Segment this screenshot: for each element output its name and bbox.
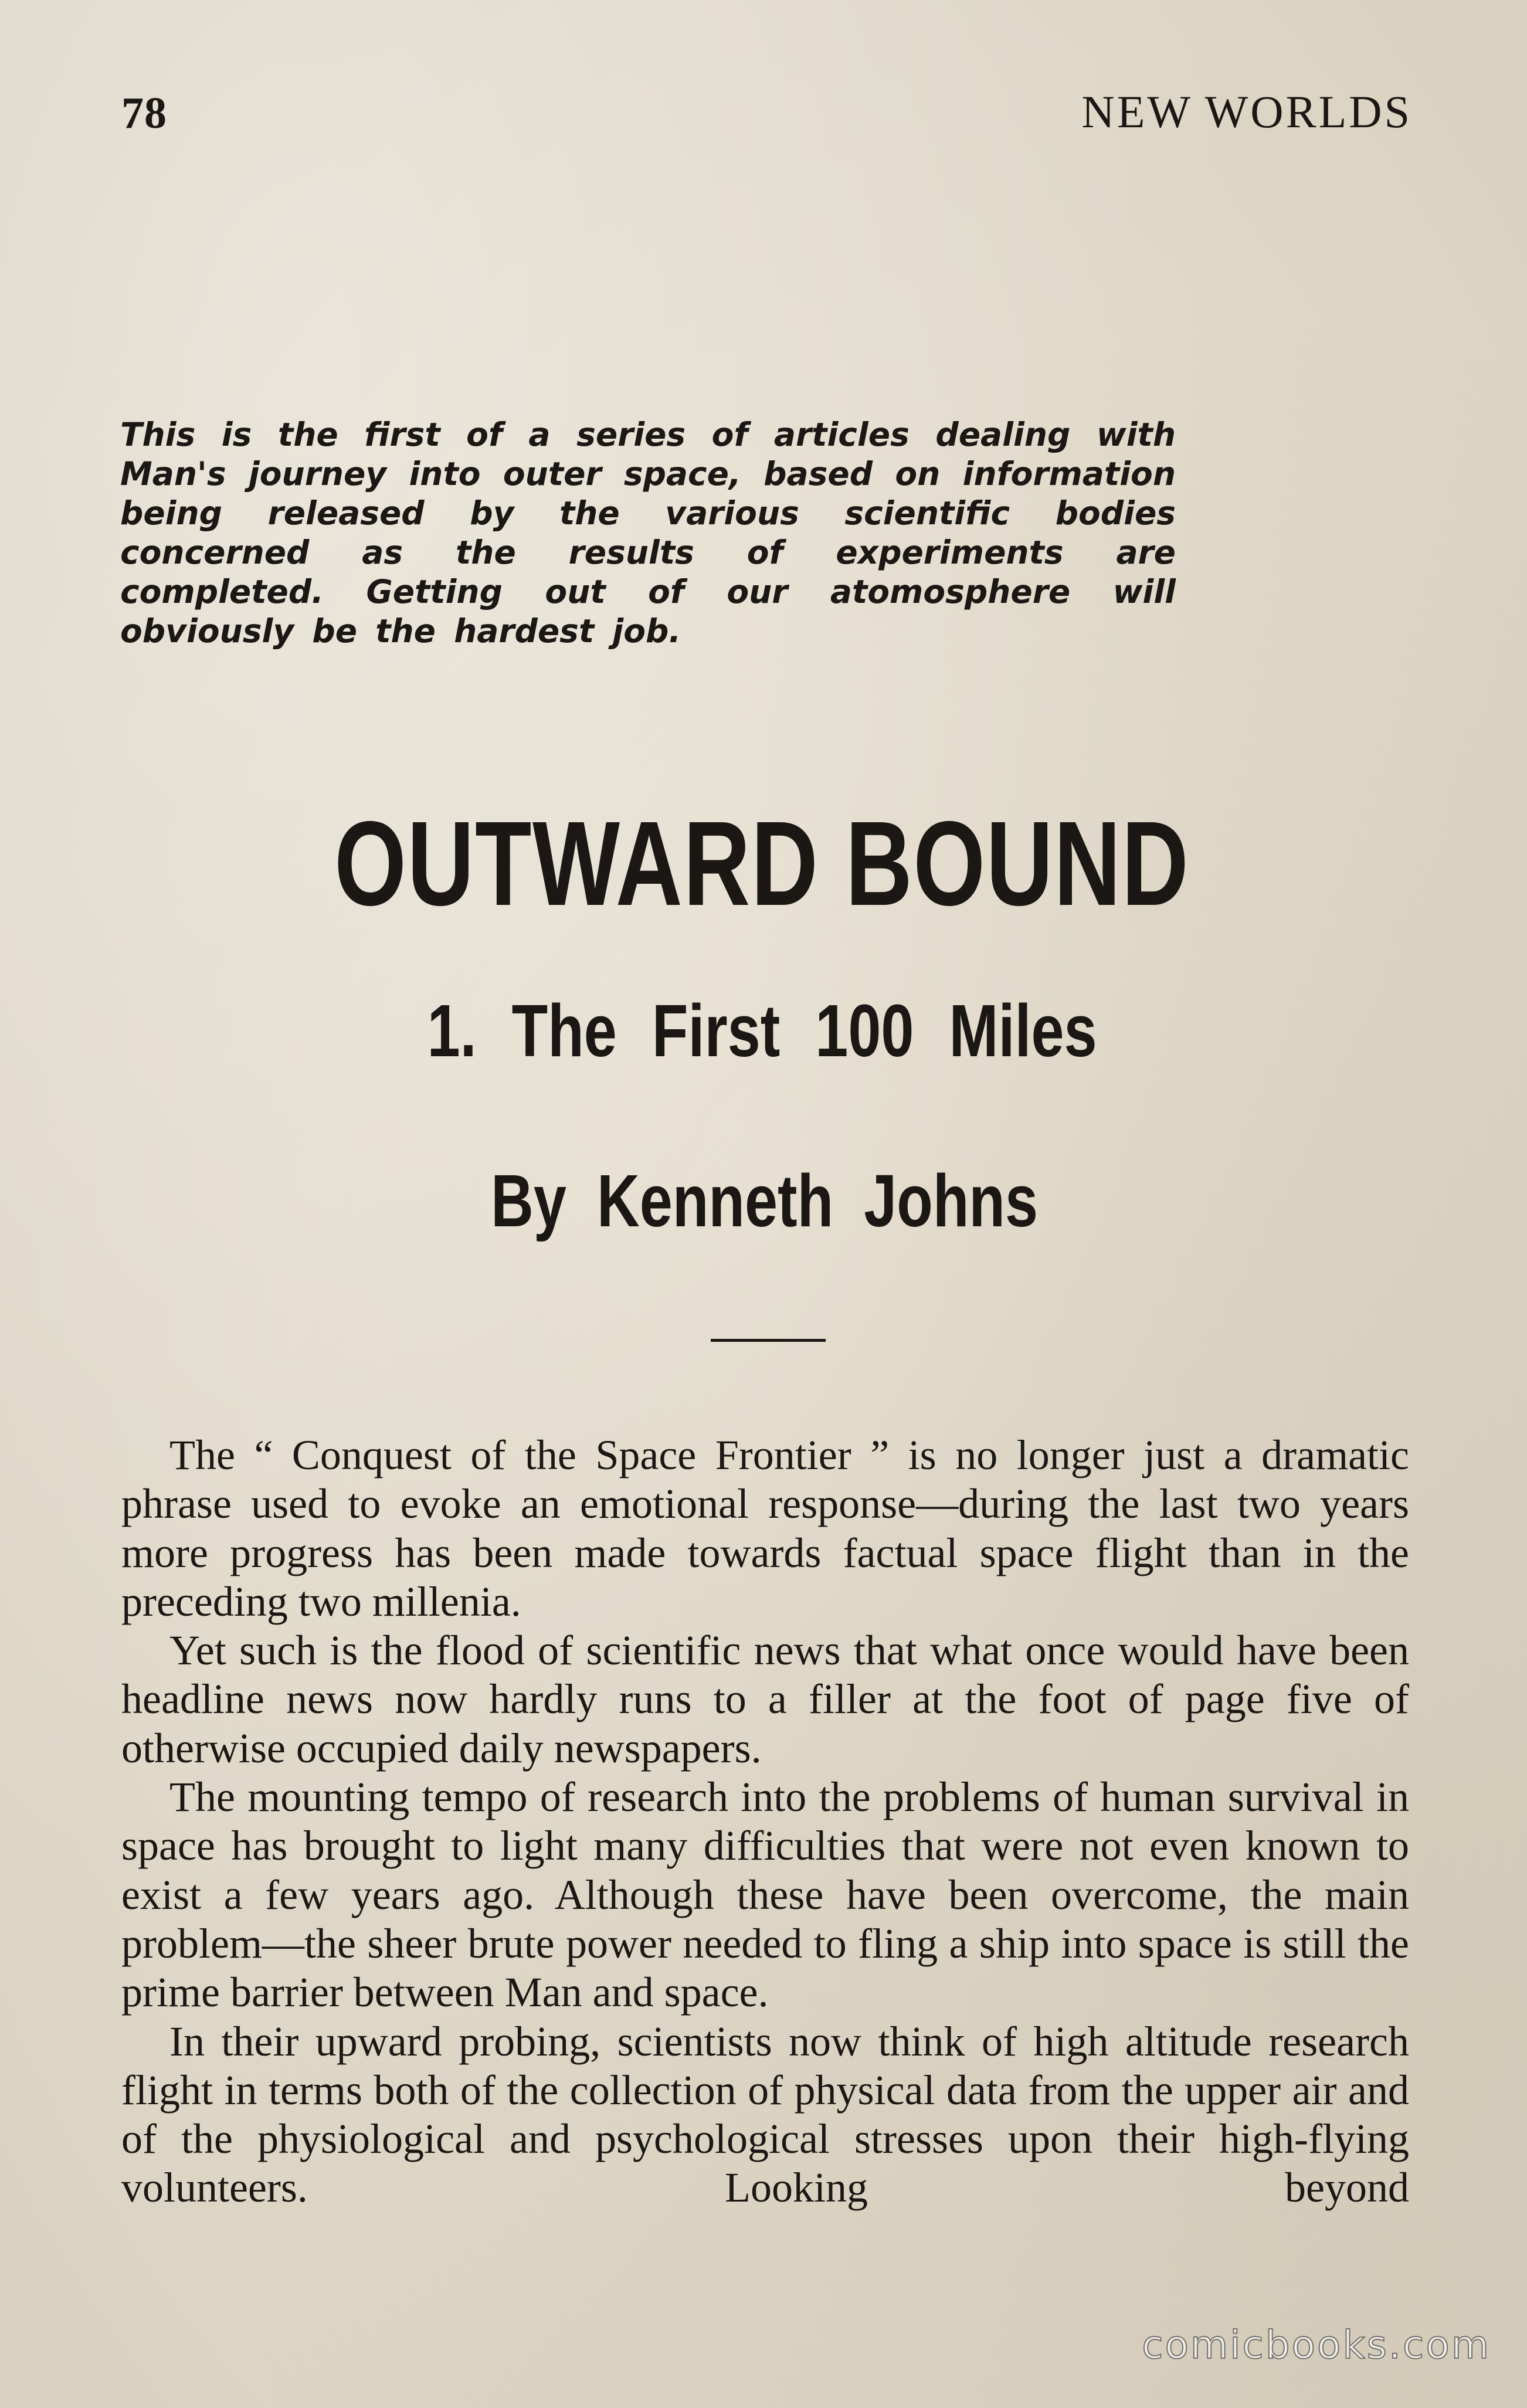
article-intro-blurb: This is the first of a series of articles dealing with Man's journey into outer space, based on information being released by the various scientific bodies concerned as the results of experiments are completed. Getting out of our atomosphere will obviously be the hardest job. (120, 416, 1176, 650)
article-byline: By Kenneth Johns (491, 1159, 1039, 1242)
section-divider-rule (711, 1339, 826, 1342)
magazine-running-head: NEW WORLDS (1081, 86, 1412, 137)
body-paragraph-1: The “ Conquest of the Space Frontier ” is no longer just a dramatic phrase used to evoke an emotional response—during the last two years more progress has been made towards factual space flight than in the preceding two millenia. (121, 1432, 1409, 1625)
page-number: 78 (121, 89, 167, 138)
body-paragraph-2: Yet such is the flood of scientific news that what once would have been headline news now hardly runs to a filler at the foot of page five of otherwise occupied daily newspapers. (121, 1627, 1409, 1772)
watermark-logo: comicbooks.com (1142, 2322, 1491, 2368)
article-subtitle: 1. The First 100 Miles (427, 989, 1097, 1072)
article-title: OUTWARD BOUND (334, 796, 1190, 931)
body-paragraph-3: The mounting tempo of research into the problems of human survival in space has brought to light many difficulties that were not even known to exist a few years ago. Although these have been overcome, the main problem—the sheer brute power needed to fling a ship into space is still the prime barrier between Man and space. (121, 1773, 1409, 2016)
article-body (121, 1431, 1409, 2213)
body-paragraph-4: In their upward probing, scientists now think of high altitude research flight in terms both of the collection of physical data from the upper air and of the physiological and psychological stresses upon their high-flying volunteers. Looking beyond (121, 2017, 1409, 2212)
